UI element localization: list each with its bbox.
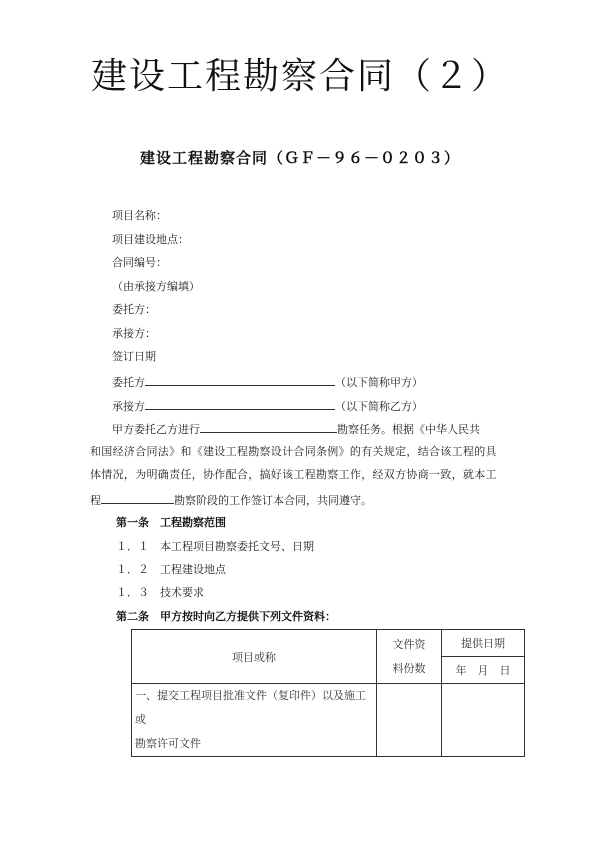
header-copies bbox=[377, 630, 442, 684]
party-b-label: 承接方 bbox=[112, 400, 145, 413]
table-row-1-date bbox=[442, 684, 525, 757]
field-contractor: 承接方： bbox=[112, 327, 156, 340]
header-date-format: 年 月 日 bbox=[442, 657, 525, 684]
party-a-blank bbox=[145, 374, 335, 386]
contract-subtitle: 建设工程勘察合同（ＧＦ－９６－０２０３） bbox=[139, 149, 460, 167]
task-blank bbox=[200, 421, 337, 433]
intro-line-3: 体情况，为明确责任，协作配合，搞好该工程勘察工作，经双方协商一致，就本工 bbox=[90, 468, 497, 481]
field-project-location: 项目建设地点： bbox=[112, 233, 189, 246]
field-client: 委托方： bbox=[112, 303, 156, 316]
header-item-name: 项目或称 bbox=[132, 630, 377, 684]
field-number-note: （由承接方编填） bbox=[112, 280, 200, 293]
documents-table bbox=[131, 629, 525, 757]
row-text: 勘察许可文件 bbox=[135, 737, 201, 750]
party-a-note: （以下简称甲方） bbox=[335, 376, 423, 389]
header-copies-line: 文件资 bbox=[392, 637, 426, 651]
field-sign-date: 签订日期 bbox=[112, 350, 156, 363]
party-b-blank bbox=[145, 398, 335, 410]
table-row-1-copies bbox=[377, 684, 442, 757]
intro-line-2: 和国经济合同法》和《建设工程勘察设计合同条例》的有关规定，结合该工程的具 bbox=[90, 445, 497, 458]
article-2-heading: 第二条 甲方按时向乙方提供下列文件资料： bbox=[116, 610, 336, 623]
article-1-item: １．３ 技术要求 bbox=[116, 586, 204, 599]
article-1-heading: 第一条 工程勘察范围 bbox=[116, 516, 226, 529]
header-copies-line: 料份数 bbox=[392, 661, 426, 675]
table-row-1-item bbox=[132, 684, 377, 757]
intro-text: 程 bbox=[90, 494, 101, 507]
intro-text: 勘察任务。根据《中华人民共 bbox=[337, 423, 480, 436]
party-a-line bbox=[112, 374, 423, 390]
intro-text: 勘察阶段的工作签订本合同，共同遵守。 bbox=[174, 494, 372, 507]
article-1-item: １．２ 工程建设地点 bbox=[116, 563, 226, 576]
article-1-item: １．１ 本工程项目勘察委托文号、日期 bbox=[116, 540, 314, 553]
stage-blank bbox=[101, 492, 174, 504]
field-project-name: 项目名称： bbox=[112, 209, 167, 222]
header-date: 提供日期 bbox=[442, 630, 525, 657]
party-b-note: （以下简称乙方） bbox=[335, 400, 423, 413]
intro-line-4 bbox=[90, 492, 372, 508]
intro-text: 甲方委托乙方进行 bbox=[112, 423, 200, 436]
field-contract-number: 合同编号： bbox=[112, 256, 167, 269]
intro-line-1 bbox=[112, 421, 480, 437]
party-b-line bbox=[112, 398, 423, 414]
party-a-label: 委托方 bbox=[112, 376, 145, 389]
row-text: 一、提交工程项目批准文件（复印件）以及施工或 bbox=[135, 689, 366, 726]
document-title: 建设工程勘察合同（２） bbox=[90, 56, 509, 97]
